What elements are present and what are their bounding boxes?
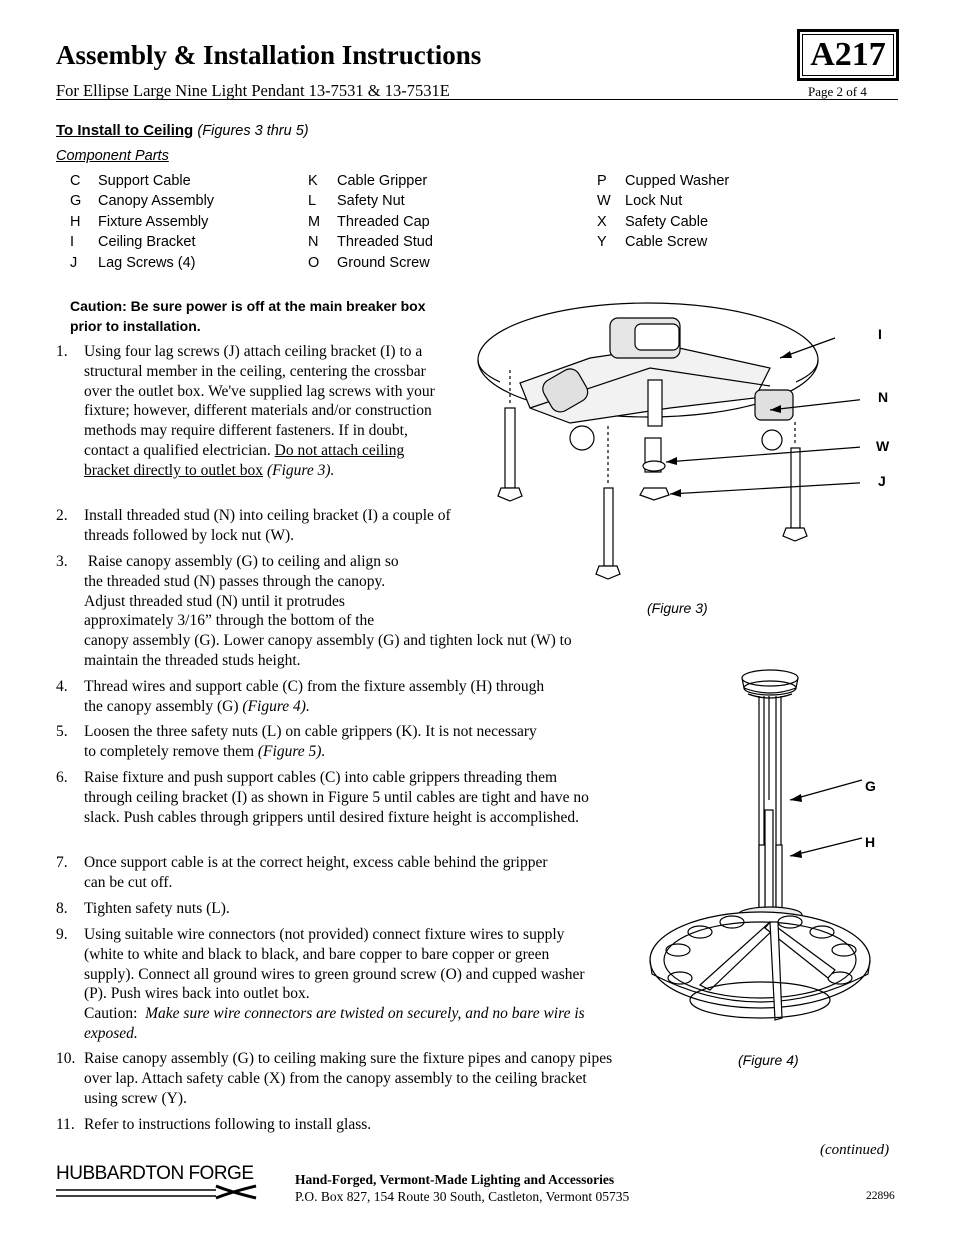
figure-reference: (Figure 5). [257, 742, 326, 760]
part-item [597, 173, 729, 193]
callout-label-n: N [878, 389, 889, 405]
part-name: Lag Screws (4) [98, 254, 196, 271]
part-name: Ceiling Bracket [98, 234, 196, 251]
step-number: 10. [56, 1050, 76, 1067]
part-name: Fixture Assembly [98, 213, 209, 230]
step-9 [56, 925, 616, 1044]
step-10 [56, 1049, 616, 1108]
step-number: 8. [56, 900, 68, 917]
step-text: Once support cable is at the correct height, excess cable behind the gripper can be cut off. [84, 854, 548, 891]
step-2 [56, 506, 456, 546]
footer-tagline: Hand-Forged, Vermont-Made Lighting and Accessories [295, 1172, 615, 1187]
part-key: O [308, 254, 320, 271]
part-key: K [308, 173, 318, 189]
step-text: Using four lag screws (J) attach ceiling bracket (I) to a structural member in the ceiling, centering the crossbar over the outlet box. We've supplied lag screws with your fixture; however, different materials and/or construction methods may require different fasteners. If in doubt, contact a qualified electrician. [84, 343, 435, 459]
part-item [308, 193, 433, 213]
part-item [70, 214, 214, 234]
hubbardton-forge-logo [56, 1164, 261, 1205]
step-text: Using suitable wire connectors (not provided) connect fixture wires to supply (white to white and black to black, and bare copper to bare copper or green supply). Connect all ground wires to green ground screw (O) and cupped washer (P). Push wires back into outlet box. [84, 926, 585, 1003]
part-name: Safety Cable [625, 213, 709, 230]
step-text: Raise fixture and push support cables (C) into cable grippers threading them through ceiling bracket (I) as shown in Figure 5 until cables are tight and have no slack. Push cables through grippers until desired fixture height is accomplished. [84, 769, 589, 826]
part-key: C [70, 173, 81, 189]
doc-code-badge: A217 [797, 29, 899, 81]
caution-label: Caution: [84, 1005, 138, 1023]
figure-3-caption: (Figure 3) [647, 600, 708, 616]
part-key: I [70, 234, 75, 251]
part-item [308, 234, 433, 254]
part-key: P [597, 173, 607, 189]
step-number: 6. [56, 769, 68, 786]
continued-note: (continued) [820, 1142, 890, 1158]
step-number: 3. [56, 553, 68, 570]
step-11 [56, 1115, 616, 1135]
part-name: Threaded Stud [337, 234, 433, 251]
figure-4-caption: (Figure 4) [738, 1052, 799, 1068]
step-4 [56, 677, 616, 717]
caution-text: Make sure wire connectors are twisted on securely, and no bare wire is exposed. [84, 1005, 585, 1042]
parts-column-3 [597, 173, 729, 255]
step-text: Thread wires and support cable (C) from the fixture assembly (H) through the canopy assembly (G) [84, 678, 545, 715]
figure-reference: (Figure 4). [242, 697, 310, 715]
footer-address: P.O. Box 827, 154 Route 30 South, Castleton, Vermont 05735 [295, 1189, 630, 1204]
step-5 [56, 722, 616, 762]
part-item [70, 173, 214, 193]
section-title-text: To Install to Ceiling [56, 122, 194, 139]
part-key: W [597, 193, 611, 210]
brand-name: HUBBARDTON FORGE [56, 1163, 254, 1184]
step-text: Raise canopy assembly (G) to ceiling making sure the fixture pipes and canopy pipes over lap. Attach safety cable (X) from the canopy assembly to the ceiling bracket using screw (Y). [84, 1050, 613, 1107]
part-item [597, 193, 729, 213]
caution-note: Caution: Be sure power is off at the main breaker box prior to installation. [70, 298, 426, 334]
callout-label-g: G [865, 778, 876, 794]
part-key: X [597, 213, 607, 230]
step-number: 2. [56, 507, 68, 524]
part-name: Canopy Assembly [98, 193, 215, 210]
step-warning: Do not attach ceiling bracket directly to outlet box [84, 441, 405, 479]
step-text: Tighten safety nuts (L). [84, 900, 230, 917]
header-rule [56, 99, 898, 100]
step-7 [56, 853, 616, 893]
parts-column-1 [70, 173, 214, 275]
part-item [597, 214, 729, 234]
step-text: Install threaded stud (N) into ceiling bracket (I) a couple of threads followed by lock nut (W). [84, 507, 451, 544]
part-key: N [308, 234, 319, 251]
part-key: L [308, 193, 317, 210]
part-item [70, 234, 214, 254]
step-number: 11. [56, 1116, 75, 1133]
callout-label-i: I [878, 326, 882, 342]
step-text: Loosen the three safety nuts (L) on cable grippers (K). It is not necessary to completely remove them [84, 723, 537, 760]
page-subtitle: For Ellipse Large Nine Light Pendant 13-7531 & 13-7531E [56, 81, 450, 100]
parts-column-2 [308, 173, 433, 275]
logo-mark-icon [56, 1184, 261, 1200]
part-key: G [70, 193, 82, 210]
part-item [70, 193, 214, 213]
step-1 [56, 342, 451, 481]
part-name: Safety Nut [337, 193, 405, 210]
step-number: 1. [56, 343, 68, 360]
callout-label-h: H [865, 834, 876, 850]
part-item [597, 234, 729, 254]
part-name: Support Cable [98, 173, 191, 189]
page-number: Page 2 of 4 [808, 84, 867, 99]
figure-reference: (Figure 3). [266, 461, 335, 479]
figure-3-drawing [470, 298, 860, 598]
step-3-body: Raise canopy assembly (G) to ceiling and align so the threaded stud (N) passes through the canopy. Adjust threaded stud (N) until it protrudes approximately 3/16” through the bottom of the canopy assembly (G). Lower canopy assembly (G) and tighten lock nut (W) to maintain the threaded studs height. [84, 553, 572, 669]
footer-doc-number: 22896 [866, 1190, 895, 1202]
part-item [308, 255, 433, 275]
part-key: J [70, 254, 78, 271]
component-parts-heading: Component Parts [56, 148, 169, 164]
section-figures-ref: (Figures 3 thru 5) [197, 123, 309, 139]
section-title [56, 122, 309, 139]
step-number: 7. [56, 854, 68, 871]
callout-label-j: J [878, 473, 886, 489]
part-key: M [308, 213, 321, 230]
part-name: Cable Gripper [337, 173, 428, 189]
part-item [308, 214, 433, 234]
callout-label-w: W [876, 438, 890, 454]
step-6 [56, 768, 616, 827]
part-name: Ground Screw [337, 254, 430, 271]
part-name: Cable Screw [625, 234, 708, 251]
figure-4-drawing [640, 660, 880, 1040]
step-number: 9. [56, 926, 68, 943]
part-item [70, 255, 214, 275]
part-item [308, 173, 433, 193]
page-title: Assembly & Installation Instructions [56, 40, 482, 70]
step-number: 5. [56, 723, 68, 740]
part-name: Lock Nut [625, 193, 683, 210]
part-key: Y [597, 234, 607, 251]
step-8 [56, 899, 616, 919]
part-name: Cupped Washer [625, 173, 730, 189]
part-name: Threaded Cap [337, 213, 430, 230]
step-number: 4. [56, 678, 68, 695]
step-text: Refer to instructions following to install glass. [84, 1116, 372, 1133]
part-key: H [70, 213, 81, 230]
